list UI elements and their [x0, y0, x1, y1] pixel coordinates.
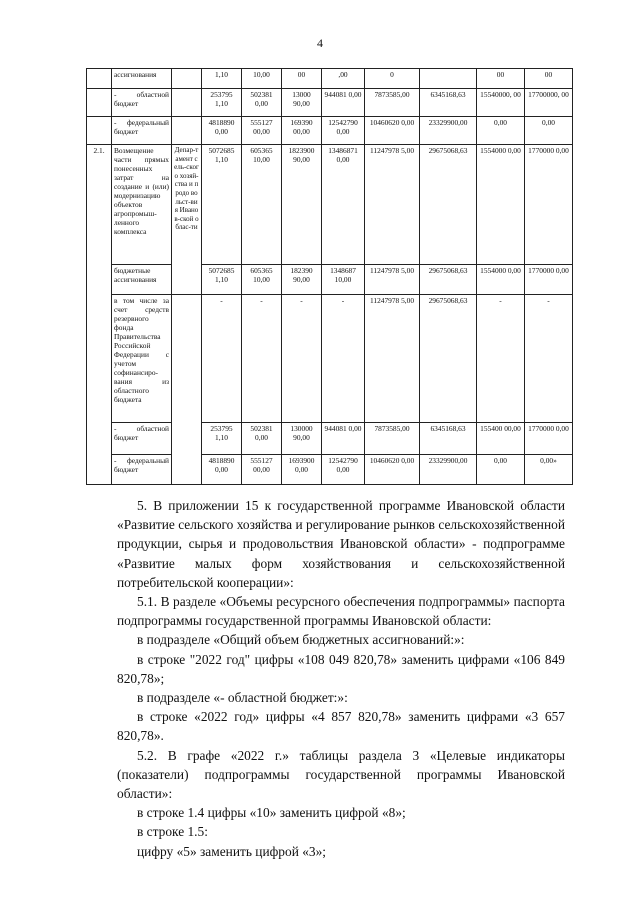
value-cell: 0,00	[477, 117, 525, 145]
value-cell: -	[282, 295, 322, 423]
label-cell: Возмещение части прямых понесенных затрат на создание и (или) модернизацию объектов агропромыш-ленного комплекса	[112, 145, 172, 265]
label-cell: - областной бюджет	[112, 423, 172, 455]
value-cell: 10460620 0,00	[365, 455, 420, 485]
value-cell: 13000 90,00	[282, 89, 322, 117]
paragraph: в подразделе «Общий объем бюджетных ассигнований:»:	[137, 632, 465, 648]
table-row	[87, 423, 573, 455]
table-row	[87, 265, 573, 295]
value-cell: 155400 00,00	[477, 423, 525, 455]
value-cell	[420, 69, 477, 89]
value-cell: 182390 90,00	[282, 265, 322, 295]
value-cell: 5072685 1,10	[202, 265, 242, 295]
value-cell: 0,00	[477, 455, 525, 485]
value-cell: 11247978 5,00	[365, 145, 420, 265]
value-cell: 5072685 1,10	[202, 145, 242, 265]
value-cell: 00	[282, 69, 322, 89]
value-cell: 0,00	[525, 117, 573, 145]
value-cell: 0,00»	[525, 455, 573, 485]
value-cell: 1823900 90,00	[282, 145, 322, 265]
value-cell: 944081 0,00	[322, 89, 365, 117]
paragraph: цифру «5» заменить цифрой «3»;	[137, 843, 327, 859]
value-cell: 253795 1,10	[202, 423, 242, 455]
value-cell: 11247978 5,00	[365, 295, 420, 423]
value-cell: 4818890 0,00	[202, 117, 242, 145]
value-cell: 17700000, 00	[525, 89, 573, 117]
paragraph: 5.2. В графе «2022 г.» таблицы раздела 3 «Целевые индикаторы (показатели) подпрограммы государственной программы Ивановской области»:	[117, 747, 565, 802]
table-row	[87, 145, 573, 265]
paragraph: в строке 1.4 цифры «10» заменить цифрой «8»;	[137, 805, 406, 821]
value-cell: 130000 90,00	[282, 423, 322, 455]
value-cell: 29675068,63	[420, 295, 477, 423]
value-cell: 00	[477, 69, 525, 89]
budget-table	[86, 68, 573, 485]
value-cell: 1554000 0,00	[477, 265, 525, 295]
value-cell: 502381 0,00	[242, 89, 282, 117]
value-cell: 00	[525, 69, 573, 89]
value-cell: 29675068,63	[420, 145, 477, 265]
value-cell: 0	[365, 69, 420, 89]
value-cell: 605365 10,00	[242, 265, 282, 295]
paragraph: 5. В приложении 15 к государственной программе Ивановской области «Развитие сельского хозяйства и регулирование рынков сельскохозяйственной продукции, сырья и продовольствия Ивановской области» - подпрограмме «Развитие малых форм хозяйствования и сельскохозяйственной потребительской кооперации»:	[117, 498, 565, 590]
item-number-cell: 2.1.	[87, 145, 112, 485]
table-row	[87, 117, 573, 145]
value-cell: -	[322, 295, 365, 423]
table-row	[87, 295, 573, 423]
value-cell: 502381 0,00	[242, 423, 282, 455]
value-cell: -	[242, 295, 282, 423]
label-cell: - федеральный бюджет	[112, 117, 172, 145]
value-cell: 23329900,00	[420, 117, 477, 145]
value-cell: 23329900,00	[420, 455, 477, 485]
value-cell: 10460620 0,00	[365, 117, 420, 145]
value-cell: 6345168,63	[420, 89, 477, 117]
value-cell: 1554000 0,00	[477, 145, 525, 265]
value-cell: 1348687 10,00	[322, 265, 365, 295]
paragraph: в строке «2022 год» цифры «4 857 820,78» заменить цифрами «3 657 820,78».	[117, 709, 565, 744]
value-cell: -	[525, 295, 573, 423]
value-cell: 555127 00,00	[242, 455, 282, 485]
value-cell: 1770000 0,00	[525, 423, 573, 455]
value-cell: 6345168,63	[420, 423, 477, 455]
value-cell: 15540000, 00	[477, 89, 525, 117]
label-cell: ассигнования	[112, 69, 172, 89]
number-cell	[87, 69, 112, 89]
value-cell: -	[202, 295, 242, 423]
value-cell: 4818890 0,00	[202, 455, 242, 485]
value-cell: 11247978 5,00	[365, 265, 420, 295]
value-cell: 944081 0,00	[322, 423, 365, 455]
value-cell: 605365 10,00	[242, 145, 282, 265]
number-cell	[87, 89, 112, 117]
paragraph: в подразделе «- областной бюджет:»:	[137, 690, 348, 706]
value-cell: 13486871 0,00	[322, 145, 365, 265]
executor-cell: Депар-тамент сель-ского хозяй-ства и продо вольст-вия Иванов-ской облас-ти	[172, 145, 202, 295]
label-cell: бюджетные ассигнования	[112, 265, 172, 295]
value-cell: 253795 1,10	[202, 89, 242, 117]
amendment-text	[117, 496, 565, 861]
executor-cell	[172, 117, 202, 145]
value-cell: 29675068,63	[420, 265, 477, 295]
value-cell: -	[477, 295, 525, 423]
value-cell: 1770000 0,00	[525, 265, 573, 295]
value-cell: 7873585,00	[365, 89, 420, 117]
value-cell: 1,10	[202, 69, 242, 89]
label-cell: в том числе за счет средств резервного фонда Правительства Российской Федерации с учетом софинансиро-вания из областного бюджета	[112, 295, 172, 423]
executor-cell	[172, 89, 202, 117]
value-cell: 555127 00,00	[242, 117, 282, 145]
table-row	[87, 89, 573, 117]
executor-cell-empty	[172, 295, 202, 485]
table-row	[87, 69, 573, 89]
page-number: 4	[317, 36, 323, 50]
value-cell: 169390 00,00	[282, 117, 322, 145]
table-row	[87, 455, 573, 485]
paragraph: в строке 1.5:	[137, 824, 208, 840]
number-cell	[87, 117, 112, 145]
value-cell: 12542790 0,00	[322, 455, 365, 485]
label-cell: - областной бюджет	[112, 89, 172, 117]
executor-cell	[172, 69, 202, 89]
value-cell: 7873585,00	[365, 423, 420, 455]
value-cell: 12542790 0,00	[322, 117, 365, 145]
value-cell: 1693900 0,00	[282, 455, 322, 485]
paragraph: 5.1. В разделе «Объемы ресурсного обеспечения подпрограммы» паспорта подпрограммы государственной программы Ивановской области:	[117, 594, 565, 629]
value-cell: 1770000 0,00	[525, 145, 573, 265]
value-cell: 10,00	[242, 69, 282, 89]
label-cell: - федеральный бюджет	[112, 455, 172, 485]
value-cell: ,00	[322, 69, 365, 89]
paragraph: в строке "2022 год" цифры «108 049 820,78» заменить цифрами «106 849 820,78»;	[117, 651, 565, 686]
